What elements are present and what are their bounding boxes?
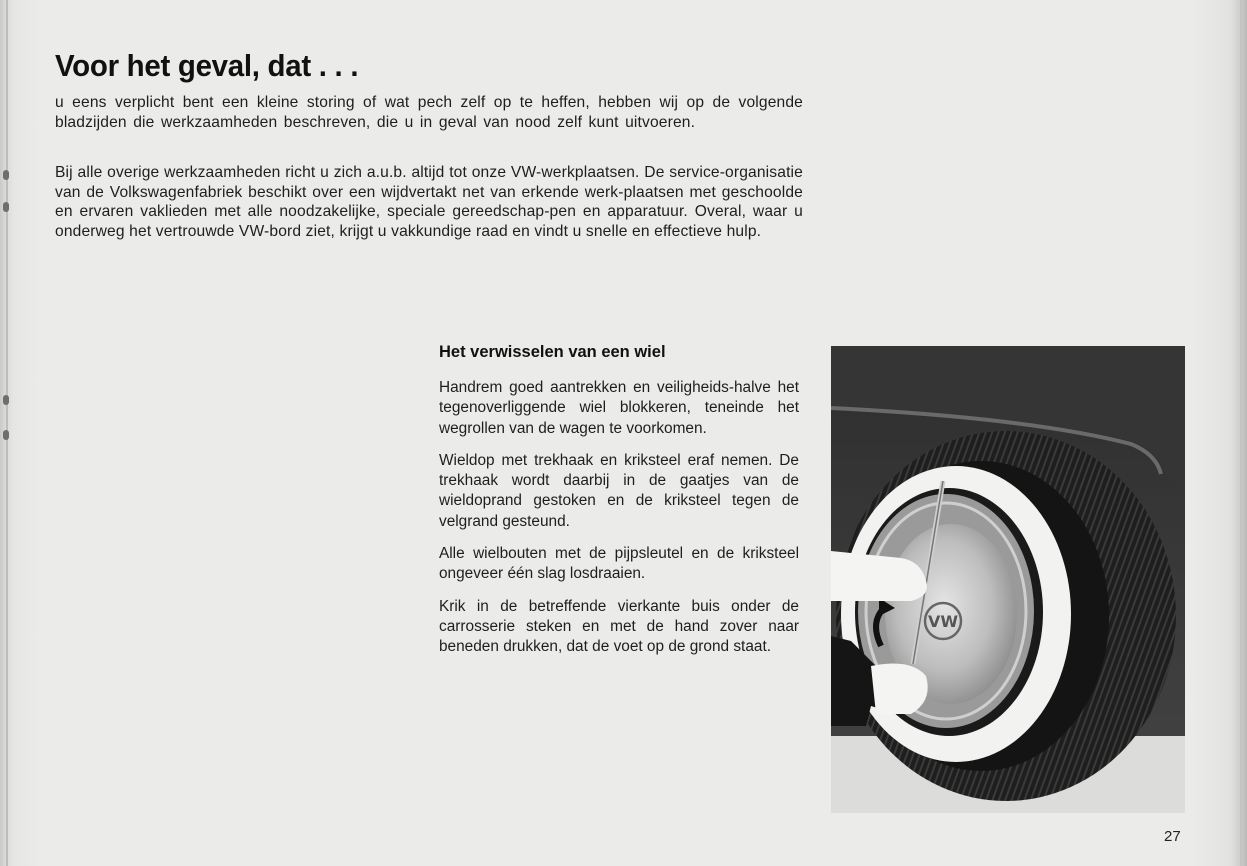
- wheel-change-section: [439, 343, 799, 670]
- binding-mark: [3, 430, 9, 440]
- wheel-illustration: [831, 346, 1185, 813]
- instruction-paragraph: Alle wielbouten met de pijpsleutel en de kriksteel ongeveer één slag losdraaien.: [439, 545, 799, 583]
- instruction-paragraph: Wieldop met trekhaak en kriksteel eraf nemen. De trekhaak wordt daarbij in de gaatjes van de wieldoprand gestoken en de kriksteel tegen de velgrand gesteund.: [439, 451, 799, 530]
- instruction-paragraph: Krik in de betreffende vierkante buis onder de carrosserie steken en met de hand zover naar beneden drukken, dat de voet op de grond staat.: [439, 597, 799, 656]
- page-edge: [1240, 0, 1242, 866]
- binding-mark: [3, 170, 9, 180]
- intro-paragraph: Bij alle overige werkzaamheden richt u zich a.u.b. altijd tot onze VW-werkplaatsen. De service-organisatie van de Volkswagenfabriek beschikt over een wijdvertakt net van erkende werk-plaatsen met geschoolde en ervaren vaklieden met alle noodzakelijke, speciale gereedschap-pen en apparatuur. Overal, waar u onderweg het vertrouwde VW-bord ziet, krijgt u vakkundige raad en vindt u snelle en effectieve hulp.: [55, 164, 803, 240]
- vw-logo-text: VW: [927, 612, 959, 631]
- binding-mark: [3, 395, 9, 405]
- page-number: 27: [1164, 828, 1181, 845]
- page-title: Voor het geval, dat . . .: [55, 48, 359, 83]
- intro-paragraph: u eens verplicht bent een kleine storing of wat pech zelf op te heffen, hebben wij op de volgende bladzijden die werkzaamheden beschreven, die u in geval van nood zelf kunt uitvoeren.: [55, 94, 803, 131]
- instruction-paragraph: Handrem goed aantrekken en veiligheids-halve het tegenoverliggende wiel blokkeren, teneinde het wegrollen van de wagen te voorkomen.: [439, 379, 799, 437]
- wheel-photo: [831, 346, 1185, 813]
- section-heading: Het verwisselen van een wiel: [439, 343, 666, 361]
- binding-mark: [3, 202, 9, 212]
- hand-lower: [871, 664, 928, 714]
